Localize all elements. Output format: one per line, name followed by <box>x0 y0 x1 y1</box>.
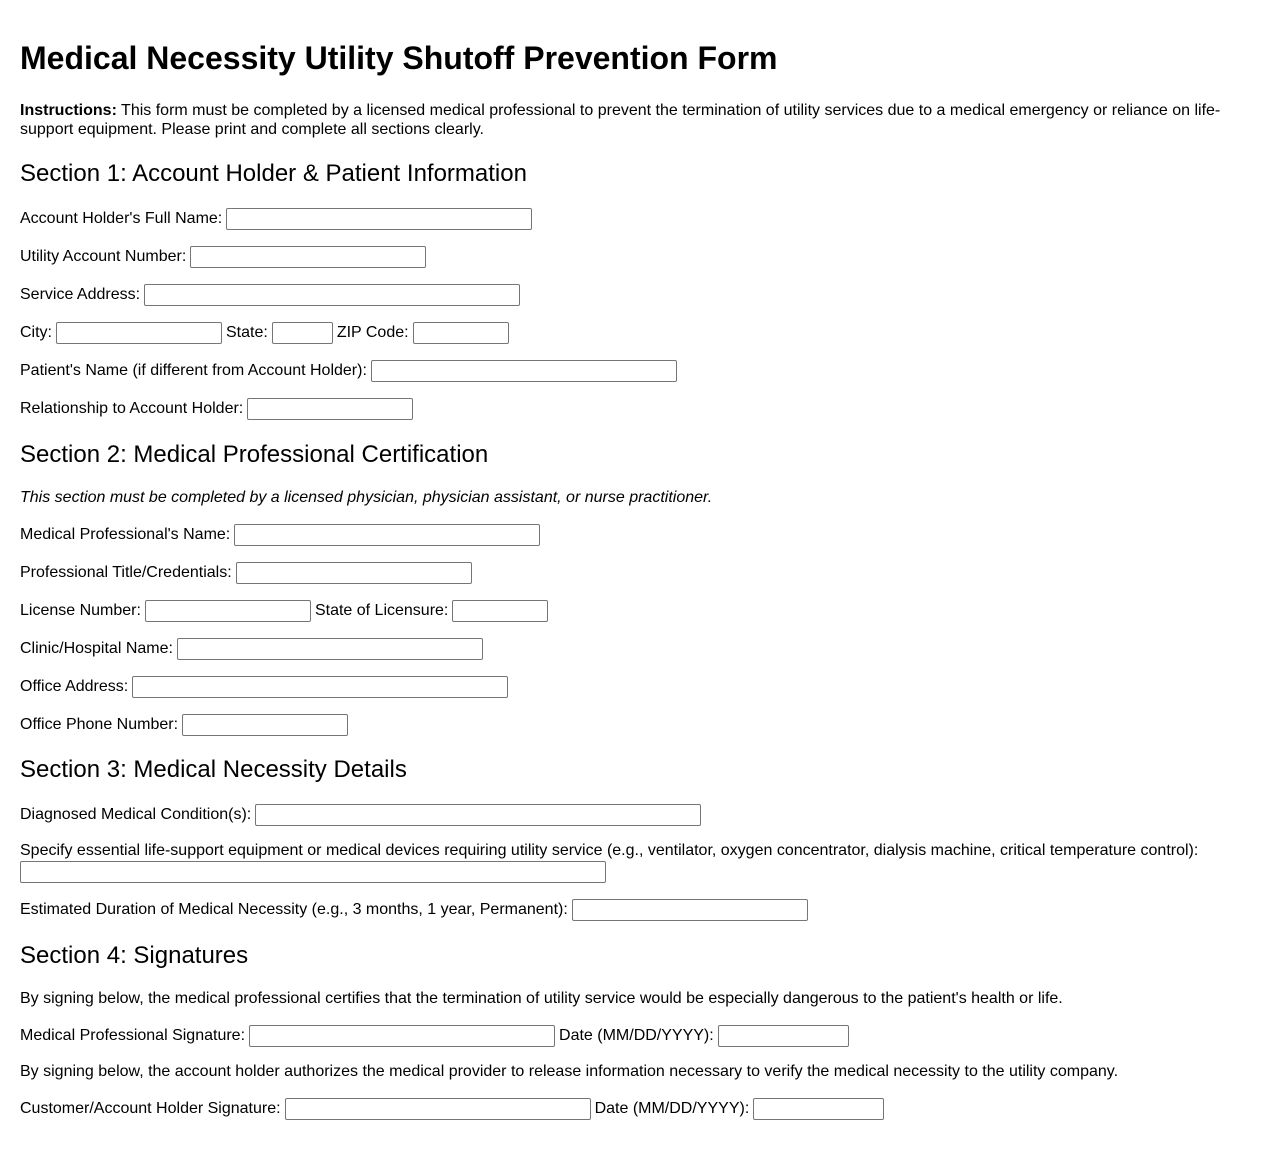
professional-signature-field[interactable] <box>249 1025 555 1047</box>
state-label: State: <box>226 324 268 341</box>
city-state-zip-row <box>20 322 513 344</box>
authorize-text: By signing below, the account holder authorizes the medical provider to release information necessary to verify the medical necessity to the utility company. <box>20 1063 1119 1080</box>
date2-field[interactable] <box>753 1098 884 1120</box>
clinic-name-label: Clinic/Hospital Name: <box>20 640 173 657</box>
professional-name-label: Medical Professional's Name: <box>20 526 231 543</box>
customer-signature-field[interactable] <box>285 1098 591 1120</box>
office-phone-label: Office Phone Number: <box>20 716 179 733</box>
duration-row <box>20 899 812 921</box>
duration-label: Estimated Duration of Medical Necessity (e.g., 3 months, 1 year, Permanent): <box>20 901 568 918</box>
account-holder-name-label: Account Holder's Full Name: <box>20 210 223 227</box>
utility-account-number-label: Utility Account Number: <box>20 248 187 265</box>
diagnosed-condition-row <box>20 804 705 826</box>
date1-label: Date (MM/DD/YYYY): <box>559 1027 714 1044</box>
date1-field[interactable] <box>718 1025 849 1047</box>
duration-field[interactable] <box>572 899 808 921</box>
relationship-row <box>20 398 417 420</box>
professional-name-field[interactable] <box>234 524 540 546</box>
patient-name-label: Patient's Name (if different from Account Holder): <box>20 362 367 379</box>
instructions-text: This form must be completed by a licensed medical professional to prevent the termination of utility services due to a medical emergency or reliance on life-support equipment. Please print and complete all sections clearly. <box>20 102 1221 138</box>
license-number-field[interactable] <box>145 600 311 622</box>
city-field[interactable] <box>56 322 222 344</box>
office-address-row <box>20 676 512 698</box>
clinic-name-row <box>20 638 487 660</box>
utility-account-number-row <box>20 246 430 268</box>
diagnosed-condition-label: Diagnosed Medical Condition(s): <box>20 806 252 823</box>
equipment-field[interactable] <box>20 861 606 883</box>
title-credentials-label: Professional Title/Credentials: <box>20 564 232 581</box>
instructions <box>20 101 1235 139</box>
zip-field[interactable] <box>413 322 509 344</box>
section1-heading: Section 1: Account Holder & Patient Information <box>20 160 527 187</box>
customer-signature-row <box>20 1098 888 1120</box>
relationship-label: Relationship to Account Holder: <box>20 400 244 417</box>
certify-text: By signing below, the medical professional certifies that the termination of utility service would be especially dangerous to the patient's health or life. <box>20 990 1063 1007</box>
license-row <box>20 600 552 622</box>
office-address-field[interactable] <box>132 676 508 698</box>
title-credentials-row <box>20 562 476 584</box>
section4-heading: Section 4: Signatures <box>20 942 249 969</box>
license-number-label: License Number: <box>20 602 141 619</box>
office-phone-row <box>20 714 352 736</box>
equipment-label: Specify essential life-support equipment or medical devices requiring utility service (e.g., ventilator, oxygen concentrator, dialysis machine, critical temperature control): <box>20 842 1199 859</box>
professional-name-row <box>20 524 544 546</box>
equipment-row <box>20 861 610 883</box>
instructions-lead: Instructions: <box>20 102 117 119</box>
section2-note: This section must be completed by a licensed physician, physician assistant, or nurse practitioner. <box>20 489 713 506</box>
city-label: City: <box>20 324 52 341</box>
date2-label: Date (MM/DD/YYYY): <box>594 1100 750 1117</box>
page-title: Medical Necessity Utility Shutoff Prevention Form <box>20 40 778 76</box>
state-field[interactable] <box>272 322 333 344</box>
section2-heading: Section 2: Medical Professional Certification <box>20 441 489 468</box>
customer-signature-label: Customer/Account Holder Signature: <box>20 1100 281 1117</box>
patient-name-row <box>20 360 681 382</box>
patient-name-field[interactable] <box>371 360 677 382</box>
diagnosed-condition-field[interactable] <box>255 804 701 826</box>
zip-label: ZIP Code: <box>336 324 409 341</box>
title-credentials-field[interactable] <box>236 562 472 584</box>
clinic-name-field[interactable] <box>177 638 483 660</box>
service-address-label: Service Address: <box>20 286 141 303</box>
office-phone-field[interactable] <box>182 714 348 736</box>
service-address-field[interactable] <box>144 284 520 306</box>
utility-account-number-field[interactable] <box>190 246 426 268</box>
office-address-label: Office Address: <box>20 678 129 695</box>
professional-signature-label: Medical Professional Signature: <box>20 1027 246 1044</box>
relationship-field[interactable] <box>247 398 413 420</box>
account-holder-name-field[interactable] <box>226 208 532 230</box>
professional-signature-row <box>20 1025 853 1047</box>
section3-heading: Section 3: Medical Necessity Details <box>20 756 407 783</box>
state-of-licensure-field[interactable] <box>452 600 548 622</box>
service-address-row <box>20 284 524 306</box>
state-of-licensure-label: State of Licensure: <box>314 602 449 619</box>
account-holder-name-row <box>20 208 536 230</box>
